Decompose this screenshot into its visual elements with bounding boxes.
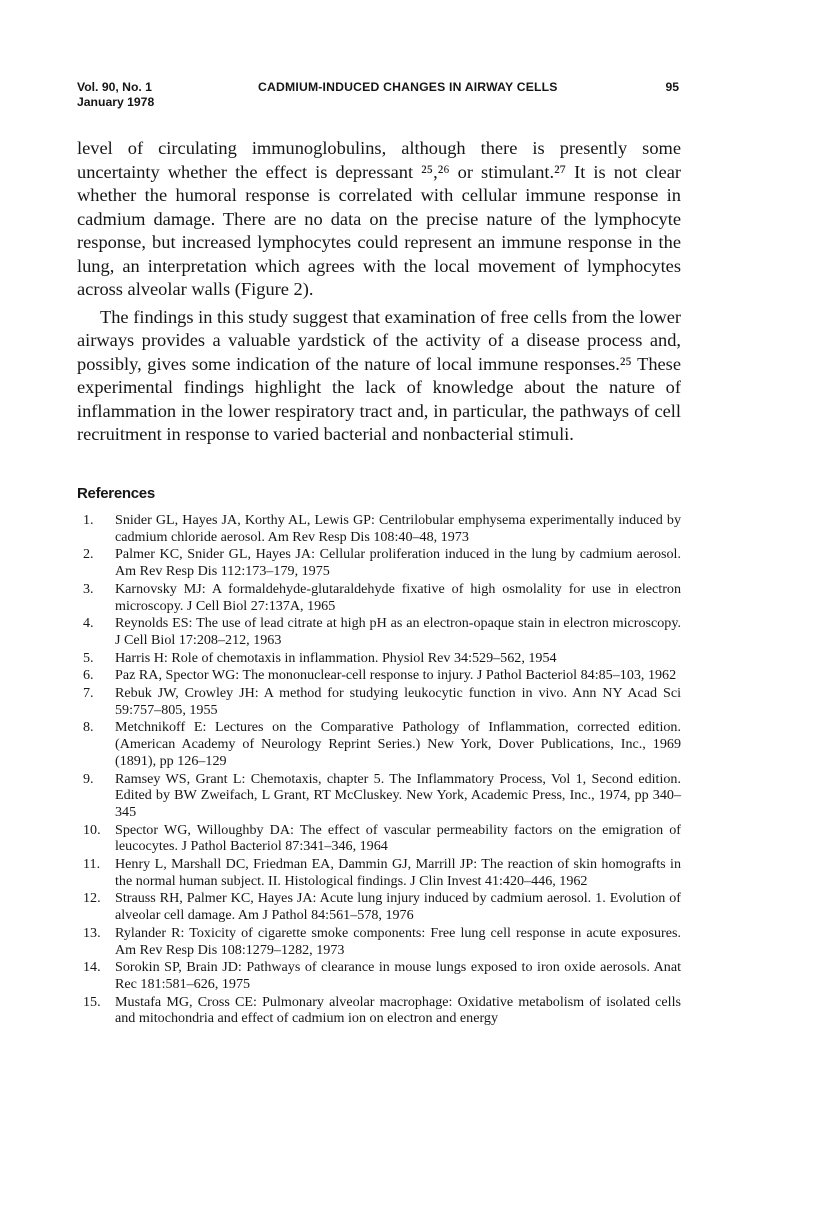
reference-item: [77, 822, 681, 855]
reference-item: [77, 512, 681, 545]
reference-item: [77, 685, 681, 718]
reference-number: 9.: [83, 770, 94, 787]
body-paragraph: level of circulating immunoglobulins, although there is presently some uncertainty whether the effect is depressant ²⁵,²⁶ or stimulant.²⁷ It is not clear whether the humoral response is correlated with cellular immune response in cadmium damage. There are no data on the precise nature of the lymphocyte response, but increased lymphocytes could represent an immune response in the lung, an interpretation which agrees with the local movement of lymphocytes across alveolar walls (Figure 2).: [77, 138, 681, 299]
reference-text: Spector WG, Willoughby DA: The effect of vascular permeability factors on the emigration of leucocytes. J Pathol Bacteriol 87:341–346, 1964: [115, 821, 681, 855]
reference-item: [77, 890, 681, 923]
reference-item: [77, 546, 681, 579]
reference-item: [77, 615, 681, 648]
reference-number: 11.: [83, 856, 101, 873]
reference-text: Sorokin SP, Brain JD: Pathways of clearance in mouse lungs exposed to iron oxide aerosols. Anat Rec 181:581–626, 1975: [115, 959, 681, 992]
reference-text: Palmer KC, Snider GL, Hayes JA: Cellular proliferation induced in the lung by cadmium aerosol. Am Rev Resp Dis 112:173–179, 1975: [115, 546, 681, 580]
reference-text: Rylander R: Toxicity of cigarette smoke components: Free lung cell response in acute exposures. Am Rev Resp Dis 108:1279–1282, 1973: [115, 924, 681, 958]
reference-text: Paz RA, Spector WG: The mononuclear-cell response to injury. J Pathol Bacteriol 84:85–103, 1962: [115, 667, 677, 684]
reference-number: 6.: [83, 667, 94, 684]
journal-issue: [77, 80, 154, 110]
reference-item: [77, 771, 681, 821]
reference-number: 8.: [83, 719, 94, 736]
reference-number: 3.: [83, 580, 94, 597]
reference-item: [77, 925, 681, 958]
running-title: CADMIUM-INDUCED CHANGES IN AIRWAY CELLS: [258, 80, 558, 94]
reference-item: [77, 581, 681, 614]
reference-text: Harris H: Role of chemotaxis in inflammation. Physiol Rev 34:529–562, 1954: [115, 649, 557, 666]
issue-date: January 1978: [77, 95, 155, 109]
reference-number: 1.: [83, 512, 94, 528]
body-paragraph: The findings in this study suggest that examination of free cells from the lower airways provides a valuable yardstick of the activity of a disease process and, possibly, gives some indication of the nature of local immune responses.²⁵ These experimental findings highlight the lack of knowledge about the nature of inflammation in the lower respiratory tract and, in particular, the pathways of cell recruitment in response to varied bacterial and nonbacterial stimuli.: [77, 306, 681, 444]
reference-text: Strauss RH, Palmer KC, Hayes JA: Acute lung injury induced by cadmium aerosol. 1. Evolution of alveolar cell damage. Am J Pathol 84:561–578, 1976: [115, 890, 681, 924]
reference-text: Snider GL, Hayes JA, Korthy AL, Lewis GP: Centrilobular emphysema experimentally induced by cadmium chloride aerosol. Am Rev Resp Dis 108:40–48, 1973: [115, 512, 681, 545]
reference-number: 2.: [83, 546, 94, 563]
volume-number: Vol. 90, No. 1: [77, 80, 152, 94]
references-heading: References: [77, 485, 155, 502]
reference-item: [77, 994, 681, 1027]
reference-text: Mustafa MG, Cross CE: Pulmonary alveolar macrophage: Oxidative metabolism of isolated cells and mitochondria and effect of cadmium ion on electron and energy: [115, 993, 681, 1027]
reference-item: [77, 856, 681, 889]
reference-number: 7.: [83, 685, 94, 702]
page-header: [77, 80, 681, 114]
reference-text: Ramsey WS, Grant L: Chemotaxis, chapter 5. The Inflammatory Process, Vol 1, Second edition. Edited by BW Zweifach, L Grant, RT McCluskey. New York, Academic Press, Inc., 1974, pp 340–345: [115, 770, 681, 820]
reference-number: 15.: [83, 993, 101, 1010]
reference-text: Reynolds ES: The use of lead citrate at high pH as an electron-opaque stain in electron microscopy. J Cell Biol 17:208–212, 1963: [115, 615, 681, 648]
reference-number: 5.: [83, 649, 94, 666]
reference-text: Henry L, Marshall DC, Friedman EA, Dammin GJ, Marrill JP: The reaction of skin homografts in the normal human subject. II. Histological findings. J Clin Invest 41:420–446, 1962: [115, 856, 681, 889]
reference-item: [77, 719, 681, 769]
reference-item: [77, 667, 681, 684]
page-number: 95: [665, 80, 679, 94]
reference-item: [77, 959, 681, 992]
reference-number: 14.: [83, 959, 101, 976]
reference-number: 10.: [83, 821, 101, 838]
reference-text: Rebuk JW, Crowley JH: A method for studying leukocytic function in vivo. Ann NY Acad Sci 59:757–805, 1955: [115, 685, 681, 718]
reference-text: Karnovsky MJ: A formaldehyde-glutaraldehyde fixative of high osmolality for use in electron microscopy. J Cell Biol 27:137A, 1965: [115, 580, 681, 614]
reference-list: [77, 512, 681, 1028]
reference-number: 13.: [83, 924, 101, 941]
reference-number: 12.: [83, 890, 101, 907]
reference-item: [77, 650, 681, 667]
body-text: [77, 137, 681, 447]
reference-text: Metchnikoff E: Lectures on the Comparative Pathology of Inflammation, corrected edition. (American Academy of Neurology Reprint Series.) New York, Dover Publications, Inc., 1969 (1891), pp 126–129: [115, 719, 681, 769]
reference-number: 4.: [83, 615, 94, 632]
